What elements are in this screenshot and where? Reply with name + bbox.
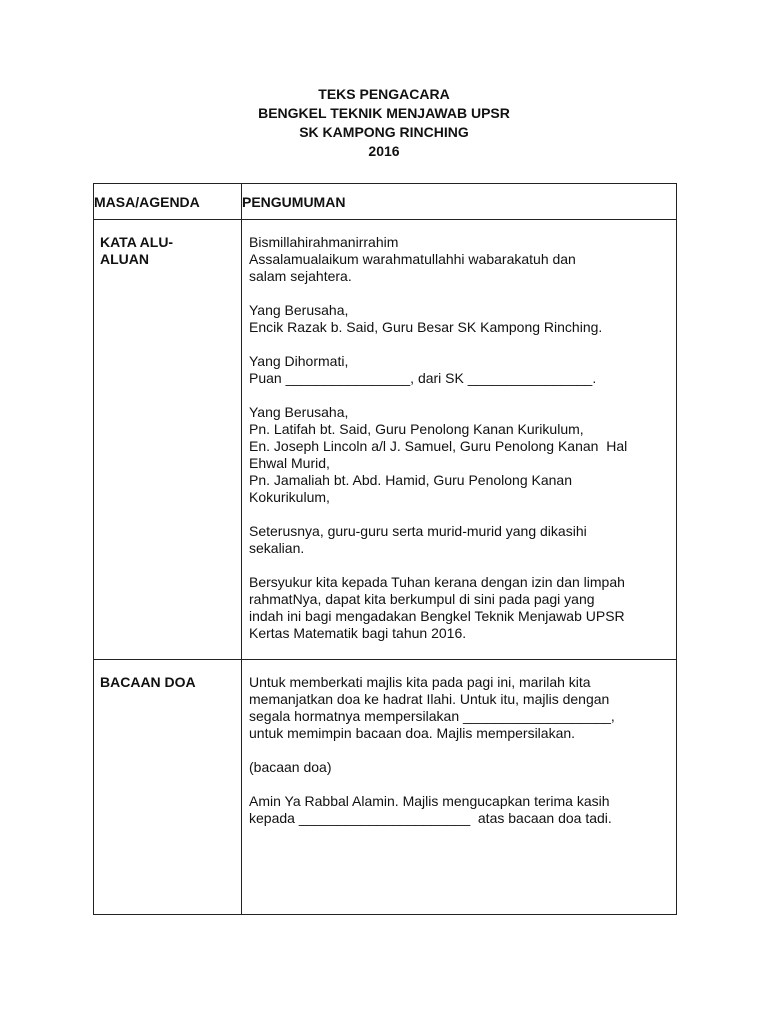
- announcement-paragraph: [249, 674, 670, 742]
- text-line: En. Joseph Lincoln a/l J. Samuel, Guru Penolong Kanan Hal: [249, 438, 628, 454]
- announcement-cell: [242, 220, 677, 660]
- document-header: [0, 85, 768, 161]
- agenda-cell: [94, 220, 242, 660]
- table-row: [94, 220, 677, 660]
- text-line: Amin Ya Rabbal Alamin. Majlis mengucapkan terima kasih: [249, 793, 610, 809]
- announcement-paragraph: [249, 793, 670, 827]
- text-line: Seterusnya, guru-guru serta murid-murid yang dikasihi: [249, 523, 587, 539]
- header-subtitle: BENGKEL TEKNIK MENJAWAB UPSR: [258, 105, 510, 121]
- text-line: memanjatkan doa ke hadrat Ilahi. Untuk itu, majlis dengan: [249, 691, 610, 707]
- text-line: Ehwal Murid,: [249, 455, 330, 471]
- text-line: untuk memimpin bacaan doa. Majlis mempersilakan.: [249, 725, 576, 741]
- text-line: rahmatNya, dapat kita berkumpul di sini pada pagi yang: [249, 591, 595, 607]
- text-line: Pn. Latifah bt. Said, Guru Penolong Kanan Kurikulum,: [249, 421, 584, 437]
- text-line: Bismillahirahmanirrahim: [249, 234, 399, 250]
- announcement-paragraph: [249, 234, 670, 285]
- text-line: Untuk memberkati majlis kita pada pagi ini, marilah kita: [249, 674, 591, 690]
- text-line: Kertas Matematik bagi tahun 2016.: [249, 625, 467, 641]
- table-row: [94, 660, 677, 915]
- text-line: Assalamualaikum warahmatullahhi wabarakatuh dan: [249, 251, 576, 267]
- text-line: Bersyukur kita kepada Tuhan kerana dengan izin dan limpah: [249, 574, 625, 590]
- agenda-cell: [94, 660, 242, 915]
- text-line: Kokurikulum,: [249, 489, 330, 505]
- text-line: Yang Dihormati,: [249, 353, 349, 369]
- column-header-pengumuman: PENGUMUMAN: [242, 184, 677, 220]
- announcement-paragraph: [249, 523, 670, 557]
- announcement-paragraph: [249, 574, 670, 642]
- agenda-label-line: ALUAN: [100, 251, 149, 267]
- header-year: 2016: [368, 143, 400, 159]
- text-line: segala hormatnya mempersilakan ___________________,: [249, 708, 615, 724]
- header-school: SK KAMPONG RINCHING: [299, 124, 469, 140]
- announcement-paragraph: [249, 404, 670, 506]
- table-header-row: [94, 184, 677, 220]
- text-line: (bacaan doa): [249, 759, 332, 775]
- text-line: Puan ________________, dari SK ________________.: [249, 370, 597, 386]
- agenda-label-line: KATA ALU-: [100, 234, 174, 250]
- text-line: Yang Berusaha,: [249, 302, 349, 318]
- text-line: Pn. Jamaliah bt. Abd. Hamid, Guru Penolong Kanan: [249, 472, 572, 488]
- text-line: salam sejahtera.: [249, 268, 352, 284]
- announcement-paragraph: [249, 353, 670, 387]
- text-line: Yang Berusaha,: [249, 404, 349, 420]
- column-header-masa-agenda: MASA/AGENDA: [94, 184, 242, 220]
- text-line: kepada ______________________ atas bacaan doa tadi.: [249, 810, 612, 826]
- text-line: Encik Razak b. Said, Guru Besar SK Kampong Rinching.: [249, 319, 603, 335]
- announcement-paragraph: [249, 302, 670, 336]
- announcement-paragraph: [249, 759, 670, 776]
- agenda-label-line: BACAAN DOA: [100, 674, 196, 690]
- header-title: TEKS PENGACARA: [318, 86, 450, 102]
- agenda-table: [93, 183, 677, 915]
- text-line: sekalian.: [249, 540, 305, 556]
- text-line: indah ini bagi mengadakan Bengkel Teknik Menjawab UPSR: [249, 608, 625, 624]
- announcement-cell: [242, 660, 677, 915]
